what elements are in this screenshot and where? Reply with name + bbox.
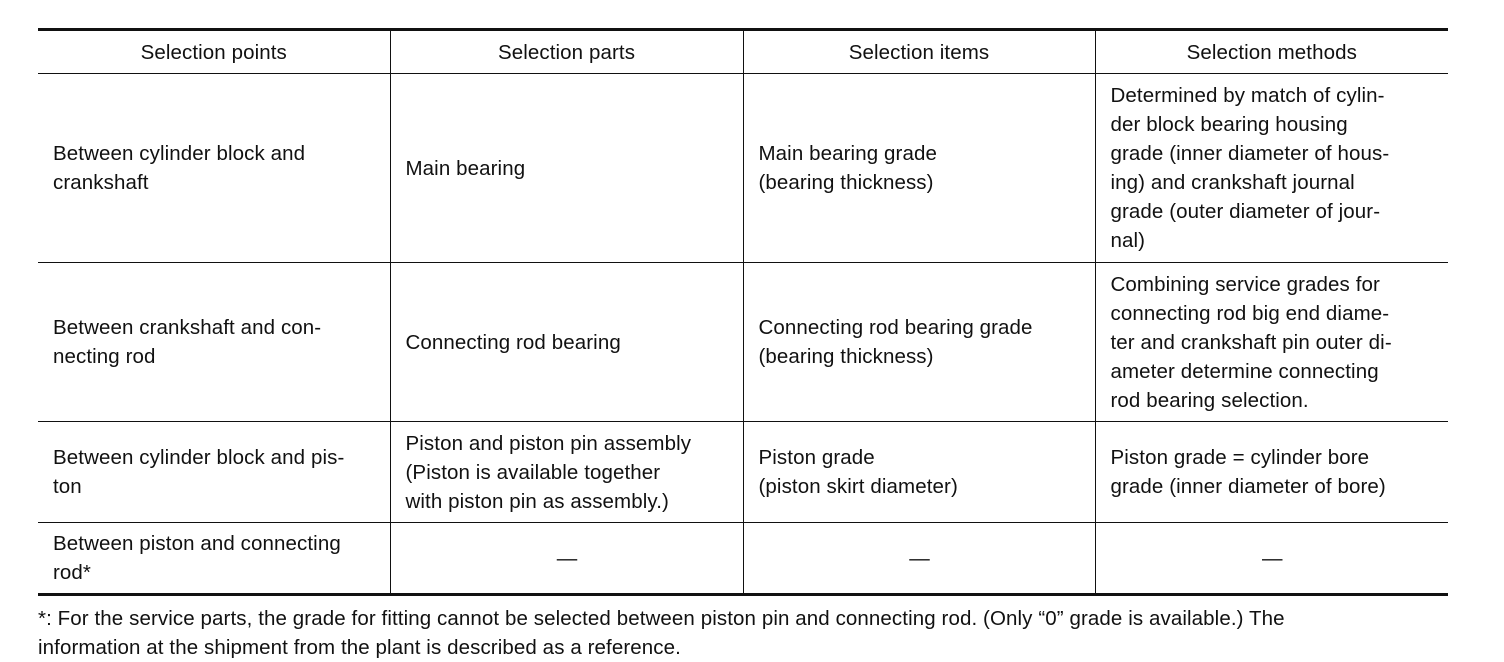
cell-dash: —	[1261, 546, 1283, 570]
table-row	[38, 263, 1448, 422]
cell-selection-point	[38, 523, 390, 595]
table-header-row	[38, 30, 1448, 74]
cell-text: Determined by match of cylin- der block bearing housing grade (inner diameter of hous- ing) and crankshaft journal grade (outer diameter of jour- nal)	[1110, 84, 1390, 252]
footnote: *: For the service parts, the grade for fitting cannot be selected between piston pin and connecting rod. (Only “0” grade is available.) The information at the shipment from the plant is described as a reference.	[38, 607, 1285, 659]
table-row	[38, 523, 1448, 595]
header-selection-points: Selection points	[38, 30, 390, 74]
cell-selection-method	[1095, 74, 1448, 263]
cell-text: Main bearing grade (bearing thickness)	[758, 142, 937, 194]
cell-text: Piston grade = cylinder bore grade (inner diameter of bore)	[1110, 446, 1386, 498]
cell-selection-item	[743, 422, 1095, 523]
table-row	[38, 74, 1448, 263]
cell-selection-part	[390, 263, 743, 422]
selection-table-container	[38, 28, 1448, 662]
cell-text: Between cylinder block and crankshaft	[53, 142, 306, 194]
cell-selection-point	[38, 74, 390, 263]
cell-selection-point	[38, 422, 390, 523]
cell-text: Combining service grades for connecting rod big end diame- ter and crankshaft pin outer di- ameter determine connecting rod bearing selection.	[1110, 272, 1392, 412]
cell-selection-method	[1095, 523, 1448, 595]
cell-selection-method	[1095, 263, 1448, 422]
cell-selection-item	[743, 523, 1095, 595]
cell-selection-item	[743, 263, 1095, 422]
cell-text: Connecting rod bearing grade (bearing thickness)	[758, 316, 1033, 368]
cell-selection-part	[390, 523, 743, 595]
header-selection-methods: Selection methods	[1095, 30, 1448, 74]
header-selection-parts: Selection parts	[390, 30, 743, 74]
cell-selection-point	[38, 263, 390, 422]
cell-dash: —	[556, 546, 578, 570]
cell-text: Between cylinder block and pis- ton	[53, 446, 345, 498]
cell-dash: —	[909, 546, 930, 570]
cell-selection-part	[390, 422, 743, 523]
cell-selection-method	[1095, 422, 1448, 523]
selection-table	[38, 28, 1448, 596]
header-selection-items: Selection items	[743, 30, 1095, 74]
table-row	[38, 422, 1448, 523]
cell-selection-item	[743, 74, 1095, 263]
cell-text: Piston and piston pin assembly (Piston is available together with piston pin as assembly.)	[405, 431, 692, 513]
cell-text: Between crankshaft and con- necting rod	[53, 316, 322, 368]
cell-text: Piston grade (piston skirt diameter)	[758, 446, 958, 498]
cell-text: Between piston and connecting rod*	[53, 532, 341, 584]
cell-selection-part	[390, 74, 743, 263]
cell-text: Connecting rod bearing	[405, 330, 621, 354]
cell-text: Main bearing	[405, 156, 526, 180]
